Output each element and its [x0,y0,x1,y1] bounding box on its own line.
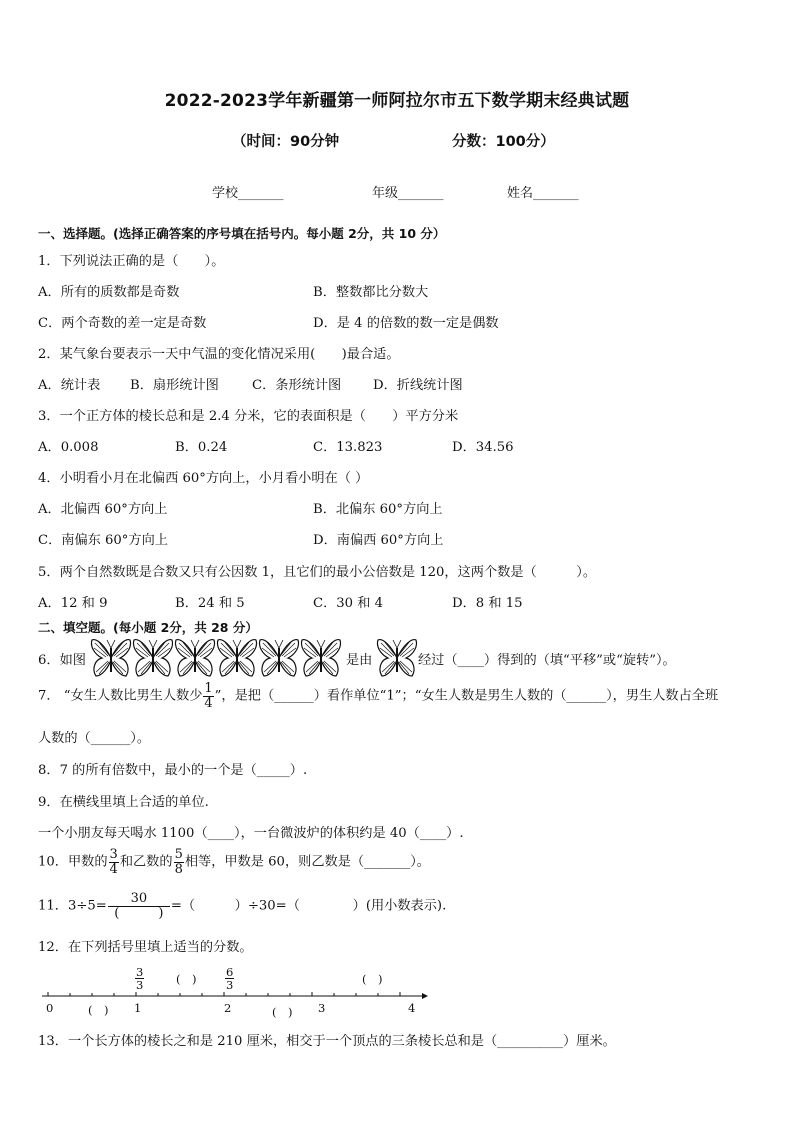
question-8: 8．7 的所有倍数中，最小的一个是（_____）. [38,763,308,778]
q5-option-b[interactable]: B．24 和 5 [175,596,245,611]
fraction-three-quarters [109,848,119,876]
question-9-detail: 一个小朋友每天喝水 1100（____），一台微波炉的体积约是 40（____）. [38,826,464,841]
butterfly-sequence-icon [90,636,346,680]
question-10-suffix: 相等，甲数是 60，则乙数是（_______）。 [184,854,430,870]
name-field[interactable]: 姓名_______ [507,186,579,201]
fraction-numerator: 6 [226,965,234,979]
question-6-suffix: 经过（____）得到的（填“平移”或“旋转”）。 [418,653,676,668]
q1-option-d[interactable]: D．是 4 的倍数的数一定是偶数 [313,316,499,331]
q5-option-c[interactable]: C．30 和 4 [313,596,384,611]
tick-label-3: 3 [318,1001,326,1015]
q2-option-b[interactable]: B．扇形统计图 [130,378,219,393]
fraction-numerator: 1 [204,681,213,696]
butterfly-icon [376,636,420,680]
answer-blank-below-2[interactable]: ( ) [272,1005,293,1019]
fraction-denominator: 3 [226,978,234,993]
number-line-arrow [422,993,428,999]
question-2: 2．某气象台要表示一天中气温的变化情况采用( )最合适。 [38,347,400,362]
q1-option-b[interactable]: B．整数都比分数大 [313,285,429,300]
q3-option-a[interactable]: A．0.008 [38,440,99,455]
fraction-numerator: 30 [108,892,170,907]
section-heading-fill: 二、填空题。(每小题 2分，共 28 分） [38,620,258,635]
q1-option-c[interactable]: C．两个奇数的差一定是奇数 [38,316,207,331]
question-10 [38,848,430,876]
section-heading-choice: 一、选择题。(选择正确答案的序号填在括号内。每小题 2分，共 10 分） [38,226,446,241]
q4-option-c[interactable]: C．南偏东 60°方向上 [38,533,168,548]
q4-option-a[interactable]: A．北偏西 60°方向上 [38,502,168,517]
tick-label-4: 4 [408,1001,416,1015]
fraction-denominator: 8 [174,861,183,877]
grade-field[interactable]: 年级_______ [372,186,444,201]
fraction-thirty-over-blank [108,892,170,920]
question-11 [38,892,446,920]
tick-label-1: 1 [134,1001,142,1015]
question-5: 5．两个自然数既是合数又只有公因数 1，且它们的最小公倍数是 120，这两个数是（ ）。 [38,565,597,580]
q5-option-d[interactable]: D．8 和 15 [452,596,523,611]
fraction-denominator: 3 [136,978,144,993]
q4-option-b[interactable]: B．北偏东 60°方向上 [313,502,443,517]
page-title: 2022-2023学年新疆第一师阿拉尔市五下数学期末经典试题 [164,91,630,111]
question-6-prefix: 6．如图 [38,653,86,668]
question-10-mid: 和乙数的 [119,854,173,870]
fraction-numerator: 3 [109,847,118,862]
q3-option-c[interactable]: C．13.823 [313,440,383,455]
q3-option-d[interactable]: D．34.56 [452,440,514,455]
fraction-denominator: 4 [204,695,213,711]
question-7-suffix: ”，是把（______）看作单位“1”；“女生人数是男生人数的（______），男生人数占全班 [214,688,719,704]
question-11-suffix: =（ ）÷30=（ ）(用小数表示). [170,898,447,914]
fraction-denominator: ( ) [114,905,164,921]
school-field[interactable]: 学校_______ [212,186,284,201]
question-13: 13．一个长方体的棱长之和是 210 厘米，相交于一个顶点的三条棱长总和是（__________）厘米。 [38,1034,616,1049]
fraction-five-eighths [174,848,184,876]
question-10-prefix: 10．甲数的 [38,854,108,870]
question-4: 4．小明看小月在北偏西 60°方向上，小月看小明在（ ） [38,471,369,486]
question-12: 12．在下列括号里填上适当的分数。 [38,940,253,955]
question-11-prefix: 11．3÷5= [38,898,107,914]
q2-option-a[interactable]: A．统计表 [38,378,101,393]
exam-time: （时间：90分钟 [232,134,340,150]
question-7 [38,682,718,710]
q1-option-a[interactable]: A．所有的质数都是奇数 [38,285,180,300]
answer-blank-above-2[interactable]: ( ) [362,972,383,986]
question-3: 3．一个正方体的棱长总和是 2.4 分米，它的表面积是（ ）平方分米 [38,409,459,424]
q2-option-d[interactable]: D．折线统计图 [373,378,463,393]
tick-label-2: 2 [224,1001,232,1015]
question-6-mid: 是由 [346,653,373,668]
question-7-line2: 人数的（______）。 [38,731,151,746]
q2-option-c[interactable]: C．条形统计图 [252,378,342,393]
fraction-numerator: 5 [174,847,183,862]
fraction-three-thirds [134,966,145,991]
question-9: 9．在横线里填上合适的单位. [38,795,209,810]
exam-score: 分数：100分） [452,134,555,150]
fraction-denominator: 4 [109,861,118,877]
fraction-one-quarter [203,682,213,710]
question-7-prefix: 7． “女生人数比男生人数少 [38,688,203,704]
fraction-six-thirds [224,966,235,991]
q5-option-a[interactable]: A．12 和 9 [38,596,108,611]
number-line-ticks [48,992,400,996]
q3-option-b[interactable]: B．0.24 [175,440,228,455]
q4-option-d[interactable]: D．南偏西 60°方向上 [313,533,444,548]
answer-blank-above-1[interactable]: ( ) [176,972,197,986]
tick-label-0: 0 [46,1001,54,1015]
answer-blank-below-1[interactable]: ( ) [88,1003,109,1017]
question-1: 1．下列说法正确的是（ ）。 [38,254,225,269]
fraction-numerator: 3 [136,965,144,979]
